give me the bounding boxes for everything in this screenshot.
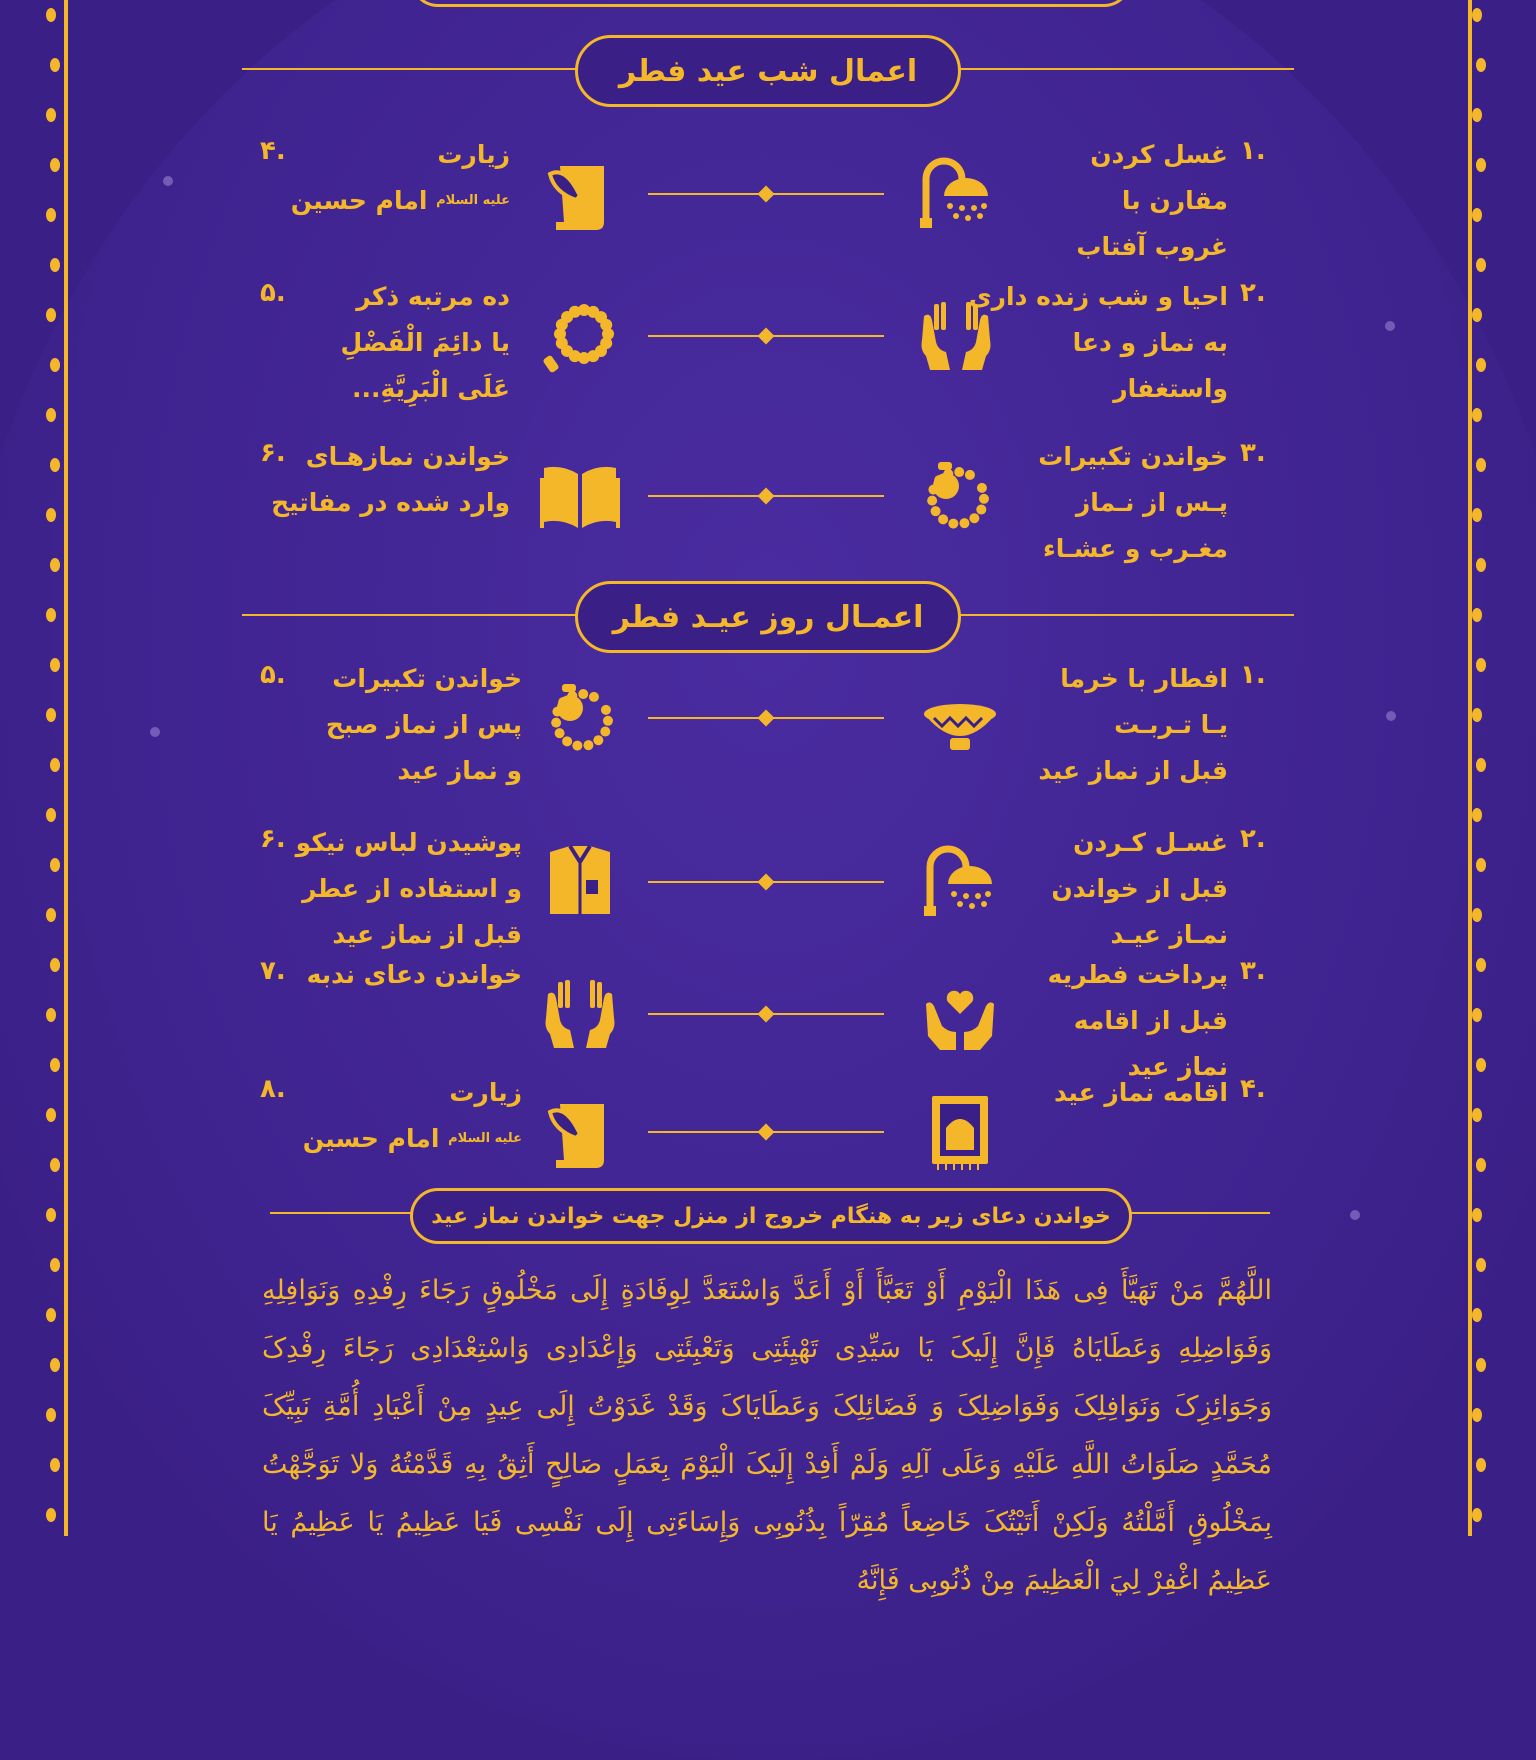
border-dot: [1476, 1458, 1486, 1472]
border-dot: [46, 1408, 56, 1422]
item-text: افطار با خرما یـا تـربـت قبل از نماز عید: [1038, 664, 1228, 785]
item-text: اقامه نماز عید: [1053, 1078, 1228, 1107]
decor-star: [1385, 321, 1395, 331]
honorific: علیه السلام: [448, 1131, 522, 1146]
item-number: ۲.: [1240, 824, 1266, 854]
border-dot: [46, 8, 56, 22]
border-dot: [50, 1458, 60, 1472]
border-dot: [1472, 1208, 1482, 1222]
border-dot: [1472, 808, 1482, 822]
border-dot: [1476, 858, 1486, 872]
border-dot: [50, 358, 60, 372]
item-text: خواندن نمازهـای وارد شده در مفاتیح: [271, 442, 510, 517]
honorific: علیه السلام: [436, 193, 510, 208]
item-number: ۳.: [1240, 438, 1266, 468]
item-text: زیارت: [449, 1078, 522, 1107]
border-dot: [1472, 908, 1482, 922]
item-number: ۶.: [260, 438, 286, 468]
border-dot: [46, 308, 56, 322]
top-title-banner: [410, 0, 1132, 7]
border-dot: [50, 258, 60, 272]
border-dot: [1476, 1158, 1486, 1172]
border-dot: [46, 708, 56, 722]
border-dot: [1476, 758, 1486, 772]
border-dot: [1472, 108, 1482, 122]
border-dot: [1476, 1058, 1486, 1072]
item-number: ۴.: [1240, 1074, 1266, 1104]
border-dot: [46, 608, 56, 622]
item-number: ۵.: [260, 278, 286, 308]
item-text-2-label: امام حسین: [290, 186, 428, 215]
item-number: ۸.: [260, 1074, 286, 1104]
border-dot: [1476, 158, 1486, 172]
item-number: ۱.: [1240, 660, 1266, 690]
item-number: ۶.: [260, 824, 286, 854]
item-text: زیارت: [437, 140, 510, 169]
item-text-2: [260, 1116, 522, 1162]
item-number: ۴.: [260, 136, 286, 166]
border-dot: [50, 658, 60, 672]
scroll-quill-icon: [540, 1092, 620, 1172]
border-dot: [1476, 1258, 1486, 1272]
item-number: ۵.: [260, 660, 286, 690]
border-dot: [1476, 958, 1486, 972]
border-dot: [50, 1158, 60, 1172]
item-text-2-label: امام حسین: [302, 1124, 440, 1153]
border-dot: [50, 758, 60, 772]
decor-star: [1386, 711, 1396, 721]
decor-star: [1350, 1210, 1360, 1220]
item-number: ۱.: [1240, 136, 1266, 166]
border-dot: [50, 58, 60, 72]
border-dot: [1476, 658, 1486, 672]
border-dot: [46, 108, 56, 122]
border-dot: [1476, 58, 1486, 72]
item-text: غسـل کـردن قبل از خواندن نمـاز عیـد: [1051, 828, 1228, 949]
prayer-title: خواندن دعای زیر به هنگام خروج از منزل جهت خواندن نماز عید: [410, 1188, 1132, 1244]
border-dot: [46, 1108, 56, 1122]
border-dot: [1472, 1508, 1482, 1522]
day-section-title: اعمـال روز عیـد فطر: [575, 581, 961, 653]
item-text: ده مرتبه ذکر یا دائِمَ الْفَضْلِ عَلَی الْبَرِیَّةِ...: [340, 282, 510, 403]
decor-star: [163, 176, 173, 186]
item-text: پرداخت فطریه قبل از اقامه نماز عید: [1047, 960, 1228, 1081]
border-dot: [50, 958, 60, 972]
border-dot: [1476, 458, 1486, 472]
border-dot: [1472, 1408, 1482, 1422]
item-text-2: [250, 178, 510, 224]
border-dot: [50, 1358, 60, 1372]
border-dot: [1476, 358, 1486, 372]
border-dot: [46, 908, 56, 922]
border-dot: [46, 208, 56, 222]
border-dot: [50, 558, 60, 572]
border-dot: [1472, 1308, 1482, 1322]
border-dot: [1472, 608, 1482, 622]
border-dot: [1472, 708, 1482, 722]
border-dot: [1472, 8, 1482, 22]
item-number: ۳.: [1240, 956, 1266, 986]
rosary-icon: [540, 296, 620, 376]
shirt-icon: [540, 842, 620, 922]
scroll-quill-icon: [540, 154, 620, 234]
item-text: خواندن دعای ندبه: [306, 960, 522, 989]
border-dot: [46, 1308, 56, 1322]
item-text: خواندن تکبیرات پس از نماز صبح و نماز عید: [325, 664, 522, 785]
item-text: احیا و شب زنده داری به نماز و دعا واستغفار: [968, 282, 1228, 403]
border-dot: [50, 1258, 60, 1272]
border-dot: [46, 1508, 56, 1522]
border-dot: [50, 158, 60, 172]
prayer-text: اللَّهُمَّ مَنْ تَهَيَّأَ فِی هَذَا الْيَوْمِ أَوْ تَعَبَّأَ أَوْ أَعَدَّ وَاسْتَعَدَّ لِوِفَادَةٍ إِلَى مَخْلُوقٍ رَجَاءَ رِفْدِهِ وَنَوَافِلِهِ وَفَوَاضِلِهِ وَعَطَايَاهُ فَإِنَّ إِلَيکَ يَا سَيِّدِی تَهْيِئَتِی وَتَعْبِئَتِی وَإِعْدَادِی وَاسْتِعْدَادِی رَجَاءَ رِفْدِکَ وَجَوَائِزِکَ وَنَوَافِلِکَ وَفَوَاضِلِکَ وَ فَضَائِلِکَ وَعَطَايَاکَ وَقَدْ غَدَوْتُ إِلَى عِيدٍ مِنْ أَعْيَادِ أُمَّةِ نَبِيِّکَ مُحَمَّدٍ صَلَوَاتُ اللَّهِ عَلَيْهِ وَعَلَى آلِهِ وَلَمْ أَفِدْ إِلَيکَ الْيَوْمَ بِعَمَلٍ صَالِحٍ أَثِقُ بِهِ قَدَّمْتُهُ وَلا تَوَجَّهْتُ بِمَخْلُوقٍ أَمَّلْتُهُ وَلَكِنْ أَتَيْتُکَ خَاضِعاً مُقِرّاً بِذُنُوبِی وَإِسَاءَتِی إِلَى نَفْسِی فَيَا عَظِيمُ يَا عَظِيمُ يَا عَظِيمُ اغْفِرْ لِيَ الْعَظِيمَ مِنْ ذُنُوبِی فَإِنَّهُ: [262, 1275, 1272, 1596]
border-dot: [1476, 1358, 1486, 1372]
border-dot: [46, 508, 56, 522]
border-dot: [1472, 1108, 1482, 1122]
right-dot-border: [1470, 0, 1492, 1536]
border-dot: [50, 858, 60, 872]
border-dot: [1476, 558, 1486, 572]
left-dot-border: [44, 0, 66, 1536]
prayer-beads-icon: [540, 678, 620, 758]
item-number: ۲.: [1240, 278, 1266, 308]
border-dot: [46, 408, 56, 422]
border-dot: [50, 458, 60, 472]
border-dot: [50, 1058, 60, 1072]
border-dot: [1472, 408, 1482, 422]
item-number: ۷.: [260, 956, 286, 986]
border-dot: [46, 1208, 56, 1222]
border-dot: [1476, 258, 1486, 272]
border-dot: [46, 1008, 56, 1022]
border-dot: [1472, 208, 1482, 222]
night-section-title: اعمال شب عید فطر: [575, 35, 961, 107]
item-text: پوشیدن لباس نیکو و استفاده از عطر قبل از نماز عید: [295, 828, 522, 949]
praying-hands-icon: [540, 974, 620, 1054]
border-dot: [1472, 1008, 1482, 1022]
open-book-icon: [540, 456, 620, 536]
item-text: خواندن تکبیرات پـس از نـماز مغـرب و عشـاء: [1038, 442, 1228, 563]
border-dot: [1472, 308, 1482, 322]
decor-star: [150, 727, 160, 737]
border-dot: [46, 808, 56, 822]
border-dot: [1472, 508, 1482, 522]
item-text: غسل کردن مقارن با غروب آفتاب: [1076, 140, 1228, 261]
